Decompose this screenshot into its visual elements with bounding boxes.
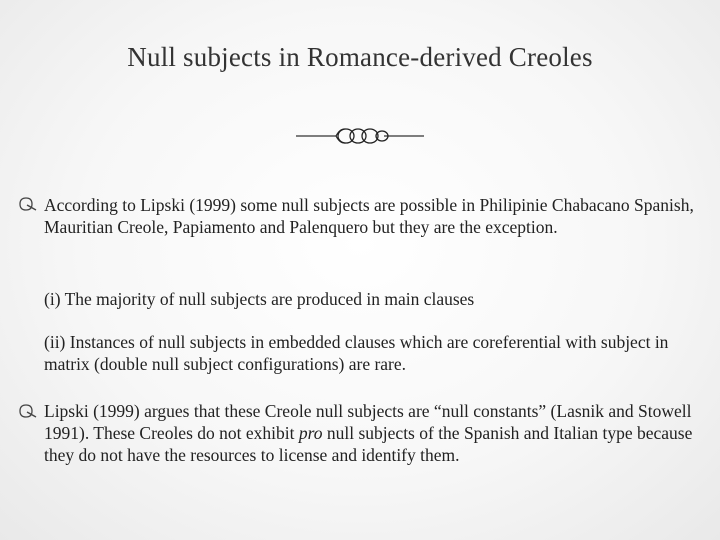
subpoint-1: (i) The majority of null subjects are produced in main clauses [44,289,475,309]
slide-title: Null subjects in Romance-derived Creoles [127,42,593,72]
fancy-q-bullet-icon [18,403,38,419]
bullet-text-2-end: null subjects of the Spanish and Italian type because they do not have the resources to license and identify them. [44,423,693,465]
bullet-text-2 [44,400,716,466]
decorative-divider-icon [296,118,424,154]
bullet-text-2-italic: pro [298,423,323,443]
bullet-text-1: According to Lipski (1999) some null subjects are possible in Philipinie Chabacano Spanish, Mauritian Creole, Papiamento and Palenquero but they are the exception. [44,195,694,237]
fancy-q-bullet-icon [18,196,38,212]
bullet-text-2-start: Lipski (1999) argues that these Creole null subjects are “null constants” (Lasnik and Stowell 1991). These Creoles do not exhibit [44,401,692,443]
subpoint-2: (ii) Instances of null subjects in embedded clauses which are coreferential with subject in matrix (double null subject configurations) are rare. [44,332,669,374]
